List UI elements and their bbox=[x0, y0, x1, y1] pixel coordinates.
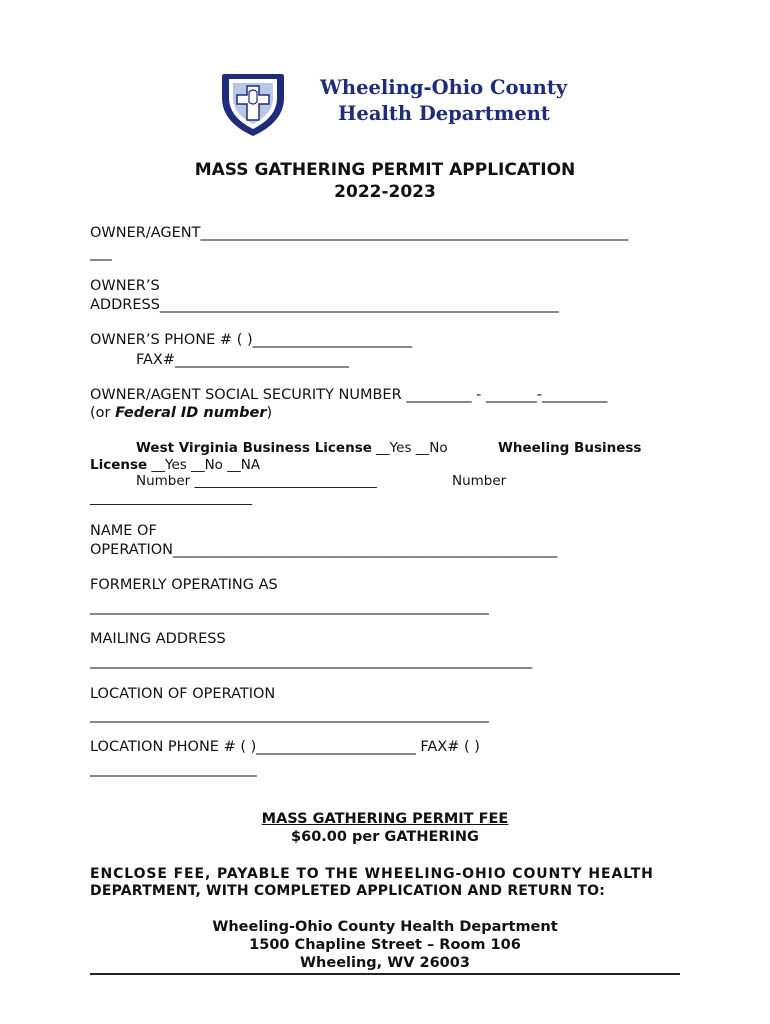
owners-address-field: ADDRESS_______________________________________________________ bbox=[90, 297, 559, 313]
org-name-line2: Health Department bbox=[338, 102, 550, 125]
wv-business-license: West Virginia Business License __Yes __No bbox=[136, 440, 448, 456]
owners-label: OWNER’S bbox=[90, 278, 160, 294]
mailing-address-label: MAILING ADDRESS bbox=[90, 631, 226, 647]
wheeling-license-number-line: ________________________ bbox=[90, 490, 252, 506]
wv-license-number: Number ___________________________ bbox=[136, 473, 377, 489]
name-of-label: NAME OF bbox=[90, 523, 157, 539]
health-department-logo bbox=[218, 68, 288, 138]
instructions-line1: ENCLOSE FEE, PAYABLE TO THE WHEELING-OHIO COUNTY HEALTH bbox=[90, 866, 654, 882]
operation-name-field: OPERATION_____________________________________________________ bbox=[90, 542, 558, 558]
wheeling-license-options: License __Yes __No __NA bbox=[90, 457, 261, 473]
mailing-address-line: _____________________________________________________________ bbox=[90, 653, 533, 669]
return-address-street: 1500 Chapline Street – Room 106 bbox=[249, 937, 521, 953]
federal-id-note: (or Federal ID number) bbox=[90, 405, 273, 421]
wheeling-business-license-label: Wheeling Business bbox=[498, 440, 642, 456]
return-address-city: Wheeling, WV 26003 bbox=[300, 955, 470, 971]
owner-agent-field-continued: ___ bbox=[90, 245, 112, 261]
owners-fax-field: FAX#________________________ bbox=[136, 352, 350, 368]
location-phone-field: LOCATION PHONE # ( )______________________ FAX# ( ) bbox=[90, 739, 480, 755]
page-title: MASS GATHERING PERMIT APPLICATION bbox=[194, 160, 576, 180]
owners-phone-field: OWNER’S PHONE # ( )______________________ bbox=[90, 332, 413, 348]
org-name-line1: Wheeling-Ohio County bbox=[320, 76, 568, 99]
bottom-rule bbox=[90, 973, 680, 975]
location-of-operation-label: LOCATION OF OPERATION bbox=[90, 686, 276, 702]
location-of-operation-line: _______________________________________________________ bbox=[90, 707, 489, 723]
page-subtitle-year: 2022-2023 bbox=[334, 182, 436, 202]
location-phone-line: _______________________ bbox=[90, 761, 257, 777]
return-address-name: Wheeling-Ohio County Health Department bbox=[212, 919, 558, 935]
wheeling-license-number-label: Number bbox=[452, 473, 507, 489]
owner-agent-field: OWNER/AGENT___________________________________________________________ bbox=[90, 225, 629, 241]
formerly-operating-line: _______________________________________________________ bbox=[90, 599, 489, 615]
ssn-field: OWNER/AGENT SOCIAL SECURITY NUMBER _________ - _______-_________ bbox=[90, 387, 608, 403]
fee-amount: $60.00 per GATHERING bbox=[291, 829, 479, 845]
instructions-line2: DEPARTMENT, WITH COMPLETED APPLICATION AND RETURN TO: bbox=[90, 883, 605, 899]
fee-heading: MASS GATHERING PERMIT FEE bbox=[261, 811, 509, 827]
formerly-operating-label: FORMERLY OPERATING AS bbox=[90, 577, 278, 593]
